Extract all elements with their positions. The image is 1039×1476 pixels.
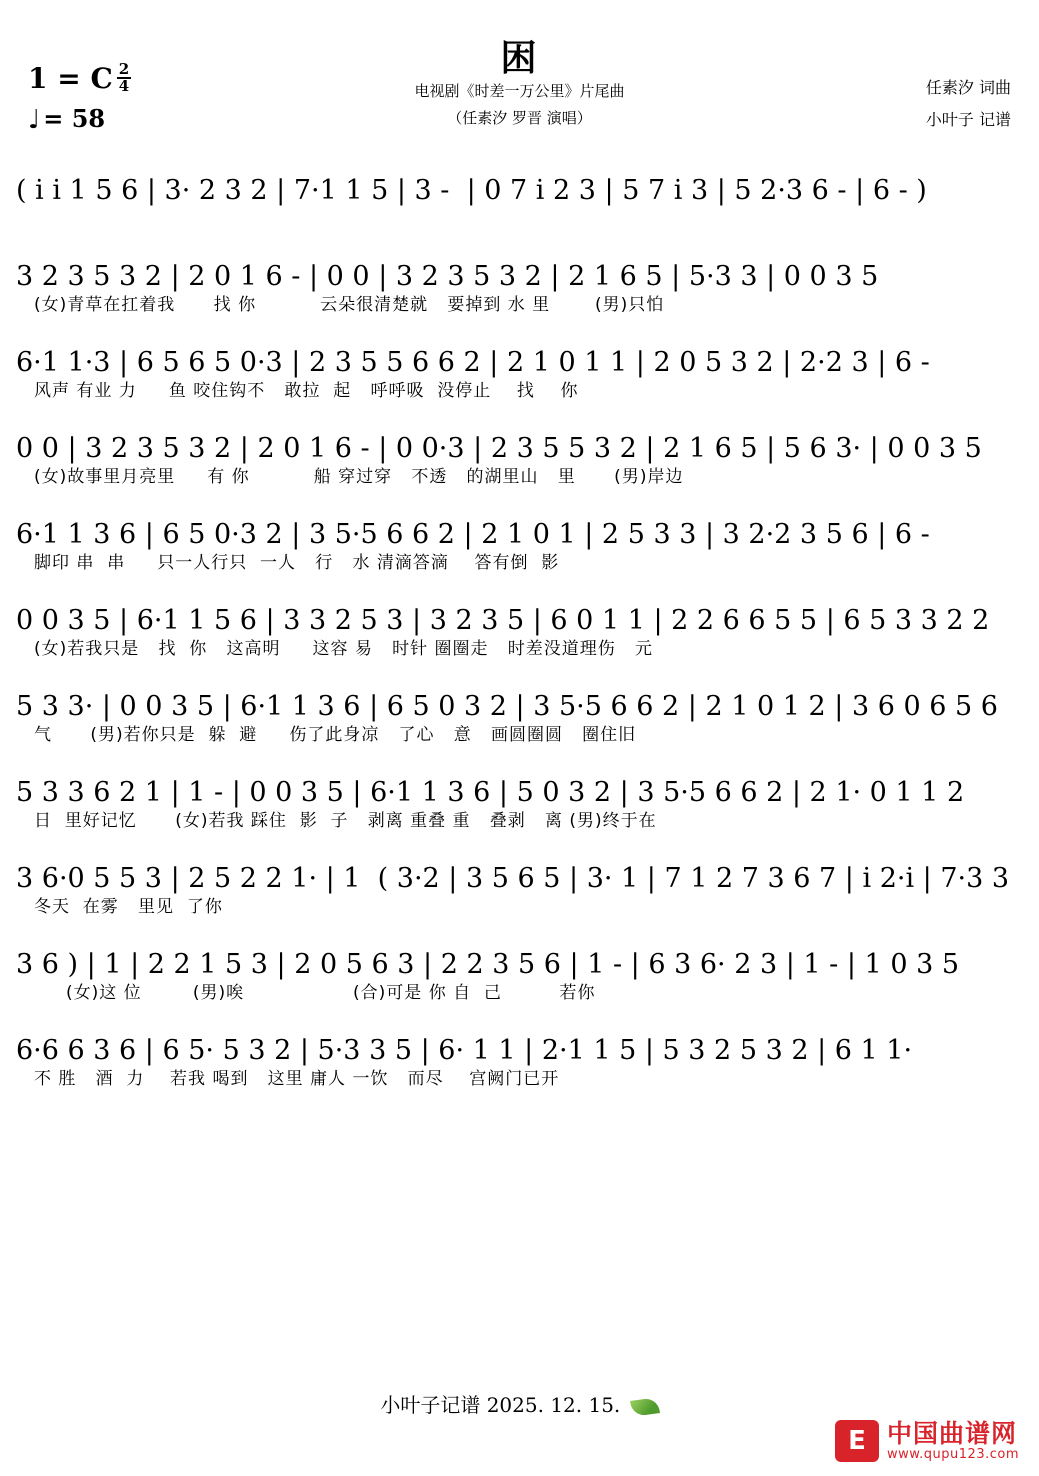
subtitle-source: 电视剧《时差一万公里》片尾曲 — [414, 82, 625, 100]
lyrics-line: (女)故事里月亮里 有 你 船 穿过穿 不透 的湖里山 里 (男)岸边 — [34, 467, 684, 487]
lyrics-line: (女)这 位 (男)唉 (合)可是 你 自 己 若你 — [34, 983, 596, 1003]
lyrics-line: 脚印 串 串 只一人行只 一人 行 水 清滴答滴 答有倒 影 — [34, 553, 560, 573]
credits-block — [926, 72, 1011, 136]
notation-line: 3 6·0 5 5 3 | 2 5 2 2 1· | 1 ( 3·2 | 3 5 6 5 | 3· 1 | 7 1 2 7 3 6 7 | i 2·i | 7·3 3 — [16, 863, 1010, 894]
score-row — [0, 668, 1039, 754]
subtitle-block — [0, 78, 1039, 132]
notation-line: 5 3 3 6 2 1 | 1 - | 0 0 3 5 | 6·1 1 3 6 | 5 0 3 2 | 3 5·5 6 6 2 | 2 1· 0 1 1 2 — [16, 777, 965, 808]
score-row — [0, 754, 1039, 840]
watermark-site-url: www.qupu123.com — [886, 1446, 1019, 1462]
watermark-badge-icon: E — [835, 1420, 879, 1462]
watermark-site-name: 中国曲谱网 — [886, 1419, 1017, 1449]
score-row — [0, 238, 1039, 324]
footer-text: 小叶子记谱 2025. 12. 15. — [380, 1393, 621, 1417]
lyrics-line: 冬天 在雾 里见 了你 — [34, 897, 223, 917]
tempo-value: = 58 — [43, 103, 106, 133]
time-numerator: 2 — [118, 59, 130, 78]
notation-line: 5 3 3· | 0 0 3 5 | 6·1 1 3 6 | 6 5 0 3 2 | 3 5·5 6 6 2 | 2 1 0 1 2 | 3 6 0 6 5 6 — [16, 691, 998, 722]
notation-line: 6·6 6 3 6 | 6 5· 5 3 2 | 5·3 3 5 | 6· 1 1 | 2·1 1 5 | 5 3 2 5 3 2 | 6 1 1· — [16, 1035, 913, 1066]
score-row — [0, 582, 1039, 668]
lyrics-line: 不 胜 酒 力 若我 喝到 这里 庸人 一饮 而尽 宫阙门已开 — [34, 1069, 560, 1089]
notation-line: 0 0 | 3 2 3 5 3 2 | 2 0 1 6 - | 0 0·3 | 2 3 5 5 3 2 | 2 1 6 5 | 5 6 3· | 0 0 3 5 — [16, 433, 982, 464]
lyrics-line — [16, 204, 1023, 238]
leaf-icon — [630, 1397, 660, 1417]
key-label: 1 = C — [28, 62, 113, 95]
lyrics-line: (女)若我只是 找 你 这高明 这容 易 时针 圈圈走 时差没道理伤 元 — [34, 639, 653, 659]
credit-composer: 任素汐 词曲 — [925, 78, 1011, 97]
watermark-text — [887, 1420, 1019, 1462]
lyrics-line: (女)青草在扛着我 找 你 云朵很清楚就 要掉到 水 里 (男)只怕 — [34, 295, 665, 315]
score-rows — [0, 152, 1039, 1098]
score-row — [0, 926, 1039, 1012]
lyrics-line: 气 (男)若你只是 躲 避 伤了此身凉 了心 意 画圆圈圆 圈住旧 — [34, 725, 637, 745]
score-row — [0, 840, 1039, 926]
lyrics-line: 日 里好记忆 (女)若我 踩住 影 子 剥离 重叠 重 叠剥 离 (男)终于在 — [34, 811, 657, 831]
score-row — [0, 152, 1039, 238]
subtitle-performers: （任素汐 罗晋 演唱） — [447, 109, 592, 127]
score-row — [0, 324, 1039, 410]
score-row — [0, 410, 1039, 496]
page-title: 困 — [500, 38, 539, 79]
time-denominator: 4 — [118, 76, 130, 95]
notation-line: 3 6 ) | 1 | 2 2 1 5 3 | 2 0 5 6 3 | 2 2 3 5 6 | 1 - | 6 3 6· 2 3 | 1 - | 1 0 3 5 — [16, 949, 960, 980]
lyrics-line: 风声 有业 力 鱼 咬住钩不 敢拉 起 呼呼吸 没停止 找 你 — [34, 381, 579, 401]
quarter-note-icon: ♩ — [28, 105, 41, 135]
watermark — [835, 1420, 1019, 1462]
notation-line: 0 0 3 5 | 6·1 1 5 6 | 3 3 2 5 3 | 3 2 3 5 | 6 0 1 1 | 2 2 6 6 5 5 | 6 5 3 3 2 2 — [16, 605, 990, 636]
notation-line: 6·1 1·3 | 6 5 6 5 0·3 | 2 3 5 5 6 6 2 | 2 1 0 1 1 | 2 0 5 3 2 | 2·2 3 | 6 - — [16, 347, 930, 378]
score-row — [0, 496, 1039, 582]
notation-line: 6·1 1 3 6 | 6 5 0·3 2 | 3 5·5 6 6 2 | 2 1 0 1 | 2 5 3 3 | 3 2·2 3 5 6 | 6 - — [16, 519, 930, 550]
notation-line: ( i i 1 5 6 | 3· 2 3 2 | 7·1 1 5 | 3 - | 0 7 i 2 3 | 5 7 i 3 | 5 2·3 6 - | 6 - ) — [16, 175, 927, 206]
notation-line: 3 2 3 5 3 2 | 2 0 1 6 - | 0 0 | 3 2 3 5 3 2 | 2 1 6 5 | 5·3 3 | 0 0 3 5 — [16, 261, 879, 292]
credit-transcriber: 小叶子 记谱 — [925, 110, 1011, 129]
footer-credit — [0, 1389, 1039, 1418]
score-row — [0, 1012, 1039, 1098]
